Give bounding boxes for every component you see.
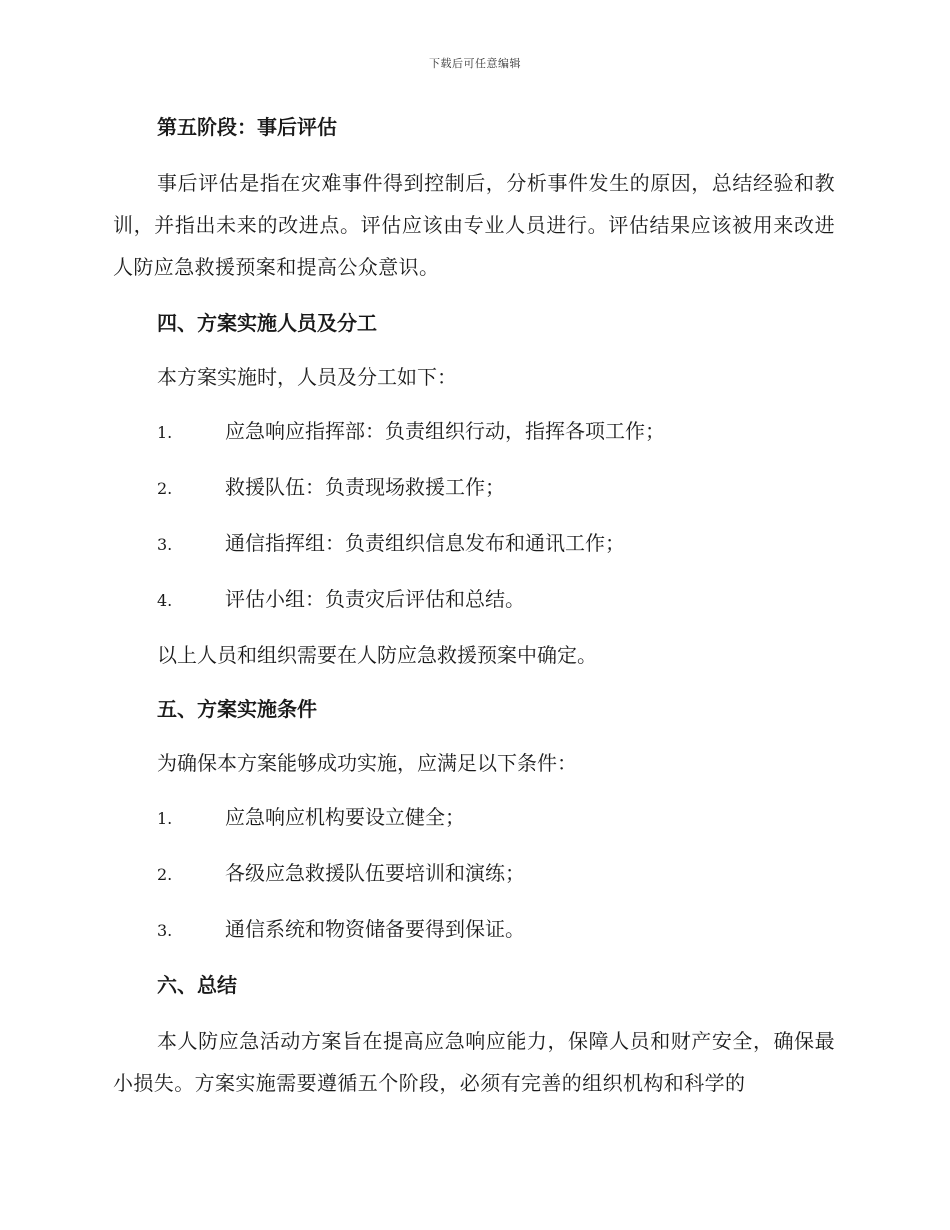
header-note: 下载后可任意编辑 — [429, 57, 521, 70]
list-text: 救援队伍：负责现场救援工作； — [225, 475, 505, 499]
list-number: 1. — [157, 423, 173, 442]
section-6-heading: 六、总结 — [157, 973, 237, 997]
list-text: 各级应急救援队伍要培训和演练； — [225, 861, 525, 885]
section-6-paragraph: 本人防应急活动方案旨在提高应急响应能力，保障人员和财产安全，确保最小损失。方案实施需要遵循五个阶段，必须有完善的组织机构和科学的 — [113, 1029, 835, 1095]
list-item — [113, 854, 835, 894]
list-number: 1. — [157, 809, 173, 828]
list-item — [113, 524, 835, 564]
list-number: 4. — [157, 591, 173, 610]
list-item — [113, 412, 835, 452]
list-item — [113, 580, 835, 620]
list-number: 2. — [157, 865, 173, 884]
list-number: 2. — [157, 479, 173, 498]
list-item — [113, 468, 835, 508]
section-5-intro: 为确保本方案能够成功实施，应满足以下条件： — [157, 751, 577, 775]
list-item — [113, 798, 835, 838]
list-item — [113, 910, 835, 950]
section-stage5-heading: 第五阶段：事后评估 — [157, 115, 337, 139]
list-text: 通信指挥组：负责组织信息发布和通讯工作； — [225, 531, 625, 555]
section-5-heading: 五、方案实施条件 — [157, 697, 317, 721]
document-body — [113, 108, 835, 1104]
list-text: 通信系统和物资储备要得到保证。 — [225, 917, 525, 941]
section-stage5-paragraph: 事后评估是指在灾难事件得到控制后，分析事件发生的原因，总结经验和教训，并指出未来的改进点。评估应该由专业人员进行。评估结果应该被用来改进人防应急救援预案和提高公众意识。 — [113, 171, 835, 279]
section-4-closing: 以上人员和组织需要在人防应急救援预案中确定。 — [157, 643, 597, 667]
list-text: 应急响应指挥部：负责组织行动，指挥各项工作； — [225, 419, 665, 443]
section-4-heading: 四、方案实施人员及分工 — [157, 311, 377, 335]
list-text: 应急响应机构要设立健全； — [225, 805, 465, 829]
list-text: 评估小组：负责灾后评估和总结。 — [225, 587, 525, 611]
section-4-intro: 本方案实施时，人员及分工如下： — [157, 365, 457, 389]
list-number: 3. — [157, 921, 173, 940]
list-number: 3. — [157, 535, 173, 554]
